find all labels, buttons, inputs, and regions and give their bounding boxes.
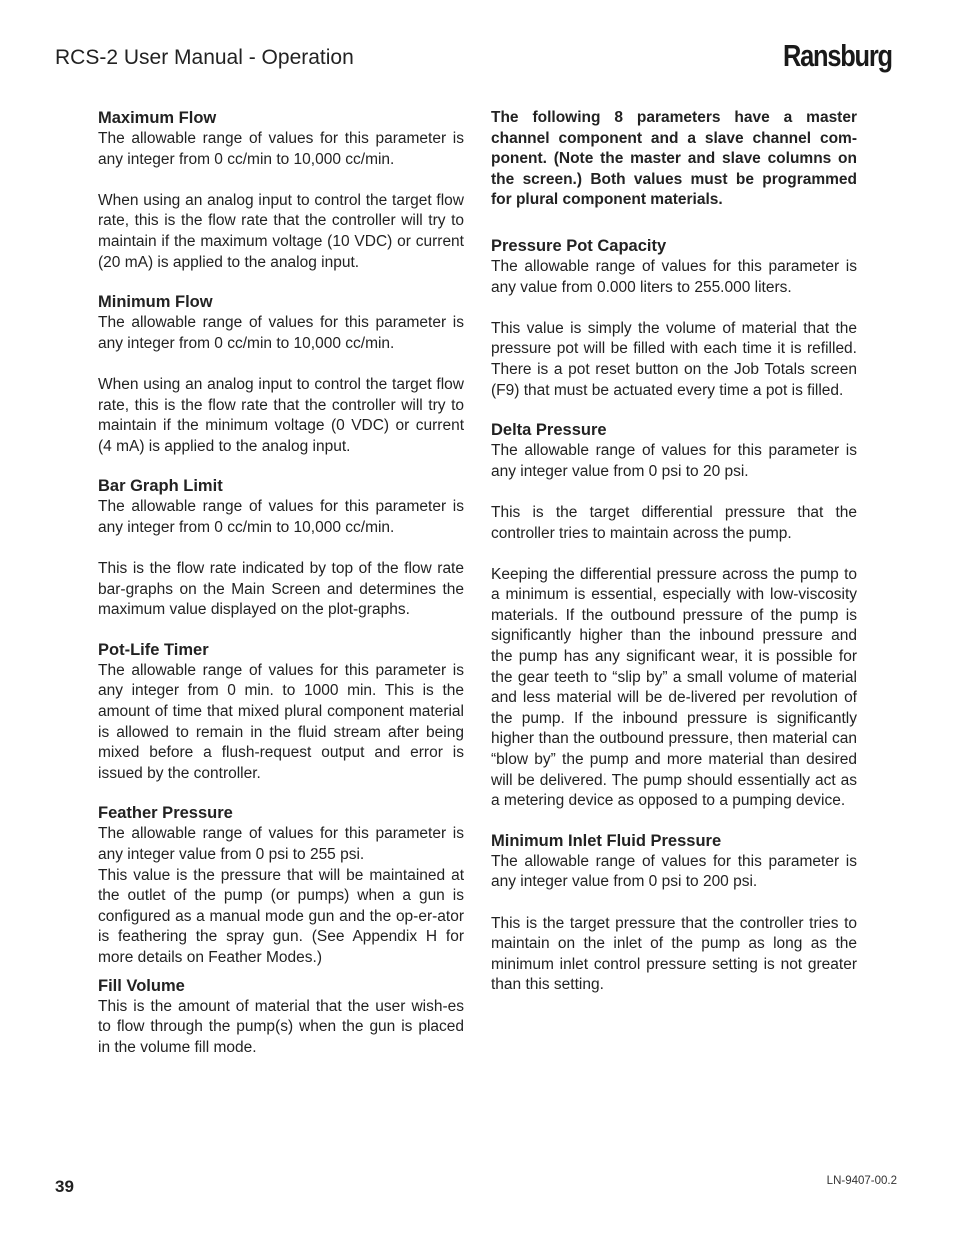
section-paragraph: The allowable range of values for this parameter is any integer from 0 min. to 1000 min. This is the amount of time that mixed plural component material is allowed to remain in the fluid stream after being mixed before a flush-request output and error is issued by the controller. [98, 661, 464, 782]
section-paragraph: The allowable range of values for this parameter is any integer value from 0 psi to 200 psi. [491, 852, 857, 891]
section-paragraph: The allowable range of values for this parameter is any value from 0.000 liters to 255.000 liters. [491, 257, 857, 296]
master-slave-note: The following 8 parameters have a master channel component and a slave channel com-ponent. (Note the master and slave columns on the screen.) Both values must be programmed for plural component materials. [491, 109, 857, 209]
section-minimum-inlet-fluid-pressure [491, 831, 857, 996]
section-paragraph: The allowable range of values for this parameter is any integer value from 0 psi to 20 psi. [491, 442, 857, 480]
right-column [491, 108, 857, 1015]
section-paragraph: When using an analog input to control the target flow rate, this is the flow rate that the controller will try to maintain if the maximum voltage (10 VDC) or current (20 mA) is applied to the analog input. [98, 191, 464, 271]
left-column [98, 108, 464, 1077]
section-heading: Bar Graph Limit [98, 477, 223, 496]
section-heading: Fill Volume [98, 976, 185, 995]
section-paragraph: The allowable range of values for this parameter is any integer from 0 cc/min to 10,000 cc/min. [98, 314, 464, 352]
section-paragraph: When using an analog input to control the target flow rate, this is the flow rate that the controller will try to maintain if the minimum voltage (0 VDC) or current (4 mA) is applied to the analog input. [98, 375, 464, 455]
section-heading: Pressure Pot Capacity [491, 236, 667, 255]
section-paragraph: This value is the pressure that will be maintained at the outlet of the pump (or pumps) when a gun is configured as a manual mode gun and the op-er-ator is feathering the spray gun. (See Appendix H for more details on Feather Modes.) [98, 866, 464, 966]
section-paragraph: The allowable range of values for this parameter is any integer from 0 cc/min to 10,000 cc/min. [98, 498, 464, 536]
section-feather-pressure [98, 803, 464, 968]
section-paragraph: The allowable range of values for this parameter is any integer value from 0 psi to 255 psi. [98, 825, 464, 864]
manual-title: RCS-2 User Manual - Operation [55, 46, 354, 69]
section-paragraph: This is the amount of material that the user wish-es to flow through the pump(s) when the gun is placed in the volume fill mode. [98, 997, 464, 1056]
section-heading: Minimum Flow [98, 293, 213, 312]
section-pot-life-timer [98, 640, 464, 785]
section-fill-volume [98, 976, 464, 1059]
section-heading: Minimum Inlet Fluid Pressure [491, 831, 722, 850]
section-heading: Delta Pressure [491, 421, 607, 440]
section-pressure-pot-capacity [491, 236, 857, 401]
section-heading: Feather Pressure [98, 804, 233, 823]
section-bar-graph-limit [98, 476, 464, 621]
section-heading: Maximum Flow [98, 109, 217, 127]
section-heading: Pot-Life Timer [98, 640, 209, 659]
section-maximum-flow [98, 108, 464, 273]
section-paragraph: This is the flow rate indicated by top of the flow rate bar-graphs on the Main Screen and determines the maximum value displayed on the plot-graphs. [98, 560, 464, 619]
section-paragraph: Keeping the differential pressure across the pump to a minimum is essential, especially with low-viscosity materials. If the outbound pressure of the pump is significantly higher than the inbound pressure and the pump has any significant wear, it is possible for the gear teeth to “slip by” a small volume of material and less material will be de-livered per revolution of the pump. If the inbound pressure is significantly higher than the outbound pressure, then material can “blow by” the pump and more material than desired will be delivered. The pump should essentially act as a metering device as opposed to a pumping device. [491, 565, 857, 810]
document-number: LN-9407-00.2 [826, 1175, 897, 1187]
section-delta-pressure [491, 420, 857, 812]
section-paragraph: The allowable range of values for this parameter is any integer from 0 cc/min to 10,000 cc/min. [98, 130, 464, 168]
brand-logo: Ransburg [783, 38, 892, 73]
section-minimum-flow [98, 292, 464, 457]
section-paragraph: This value is simply the volume of material that the pressure pot will be filled with each time it is refilled. There is a pot reset button on the Job Totals screen (F9) that must be actuated every time a pot is filled. [491, 319, 857, 399]
page-number: 39 [55, 1177, 74, 1196]
section-paragraph: This is the target differential pressure that the controller tries to maintain across the pump. [491, 503, 857, 542]
section-paragraph: This is the target pressure that the controller tries to maintain on the inlet of the pump as long as the minimum inlet control pressure setting is not greater than this setting. [491, 914, 857, 994]
